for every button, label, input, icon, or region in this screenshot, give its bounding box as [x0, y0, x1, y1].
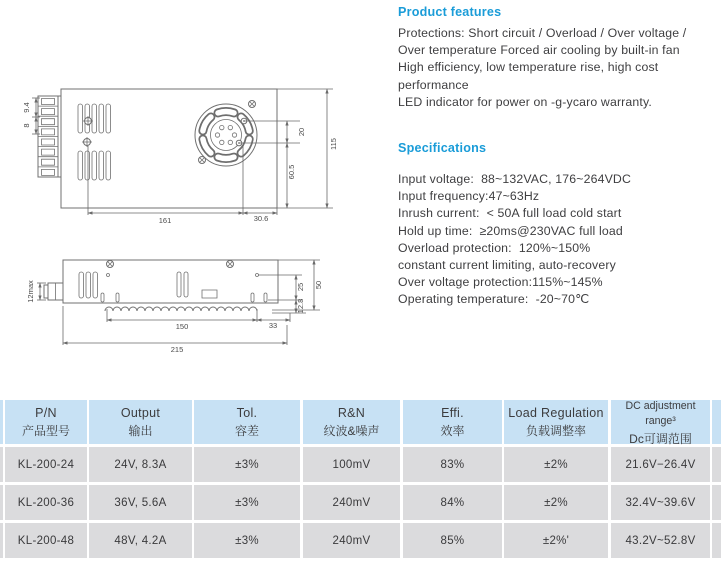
feature-line: Protections: Short circuit / Overload / Over voltage / [398, 26, 687, 40]
table-cell: 43.2V~52.8V [611, 523, 710, 558]
table-cell: 32.4V~39.6V [611, 485, 710, 520]
spec-line: Operating temperature: -20~70℃ [398, 292, 590, 307]
feature-line: High efficiency, low temperature rise, high cost [398, 60, 659, 75]
table-edge-cell [0, 400, 3, 444]
dim-label: 215 [170, 345, 184, 354]
header-en: DC adjustment range³ [625, 399, 696, 427]
table-cell: 240mV [303, 523, 400, 558]
table-header-output [89, 400, 192, 444]
spec-line: constant current limiting, auto-recovery [398, 258, 616, 273]
table-cell: KL-200-48 [5, 523, 87, 558]
table-cell: ±2%' [504, 523, 608, 558]
table-row [0, 447, 721, 482]
header-zh: 负载调整率 [525, 424, 586, 438]
header-en: R&N [337, 406, 366, 420]
dim-label: 12.8 [296, 298, 305, 314]
table-cell: ±2% [504, 485, 608, 520]
table-cell: ±2% [504, 447, 608, 482]
model-spec-table [0, 400, 721, 558]
table-cell: ±3% [194, 447, 300, 482]
table-edge-cell [712, 485, 721, 520]
table-cell: 100mV [303, 447, 400, 482]
specifications-heading: Specifications [398, 141, 487, 155]
header-zh: Dc可调范围 [629, 431, 692, 446]
spec-line: Input frequency:47~63Hz [398, 189, 540, 204]
spec-line: Input voltage: 88~132VAC, 176~264VDC [398, 172, 631, 186]
spec-line: Inrush current: < 50A full load cold start [398, 206, 622, 221]
dim-label: 9.4 [22, 102, 31, 113]
dim-label: 20 [297, 127, 306, 137]
heatsink-fins [105, 307, 257, 311]
table-cell: KL-200-24 [5, 447, 87, 482]
table-header-pn [5, 400, 87, 444]
table-edge-cell [0, 523, 3, 558]
table-cell: 36V, 5.6A [89, 485, 192, 520]
dim-label: 25 [296, 282, 305, 292]
spec-line: Overload protection: 120%~150% [398, 240, 591, 255]
table-header-tolerance [194, 400, 300, 444]
header-zh: 纹波&噪声 [323, 424, 380, 438]
side-view-drawing [20, 250, 350, 360]
dim-label: 30.6 [253, 214, 269, 223]
output-connector [44, 283, 63, 300]
dim-label: 150 [175, 322, 189, 331]
dim-label: 60.5 [287, 164, 296, 180]
table-row [0, 485, 721, 520]
dim-label: 33 [268, 321, 278, 330]
header-zh: 效率 [440, 424, 465, 438]
table-cell: 83% [403, 447, 502, 482]
table-cell: KL-200-36 [5, 485, 87, 520]
table-edge-cell [712, 523, 721, 558]
dim-label: 50 [314, 280, 323, 290]
feature-line: performance [398, 77, 469, 92]
dim-label: 115 [329, 138, 338, 150]
table-cell: ±3% [194, 523, 300, 558]
dim-label: 8 [22, 123, 31, 128]
table-edge-cell [0, 447, 3, 482]
table-cell: 85% [403, 523, 502, 558]
header-en: Load Regulation [508, 406, 604, 420]
header-zh: 输出 [128, 424, 153, 438]
spec-line: Hold up time: ≥20ms@230VAC full load [398, 223, 623, 238]
spec-line: Over voltage protection:115%~145% [398, 275, 603, 290]
table-header-efficiency [403, 400, 502, 444]
header-en: Effi. [441, 406, 464, 420]
table-edge-cell [0, 485, 3, 520]
specifications-section [398, 140, 720, 309]
header-en: Tol. [236, 406, 258, 420]
table-header-load-regulation [504, 400, 608, 444]
feature-line: Over temperature Forced air cooling by built-in fan [398, 43, 680, 58]
terminal-block [38, 96, 61, 177]
dim-label: 161 [158, 216, 172, 225]
table-cell: 240mV [303, 485, 400, 520]
header-zh: 产品型号 [21, 424, 70, 438]
table-cell: 21.6V−26.4V [611, 447, 710, 482]
table-row [0, 523, 721, 558]
table-cell: 48V, 4.2A [89, 523, 192, 558]
product-features-section [398, 4, 720, 111]
table-edge-cell [712, 400, 721, 444]
table-cell: 24V, 8.3A [89, 447, 192, 482]
table-header-ripple-noise [303, 400, 400, 444]
header-en: Output [120, 406, 161, 420]
table-header-row [0, 400, 721, 444]
table-cell: ±3% [194, 485, 300, 520]
table-edge-cell [712, 447, 721, 482]
top-view-drawing [20, 80, 360, 235]
feature-line: LED indicator for power on -g-ycaro warranty. [398, 94, 652, 109]
table-header-dc-range [611, 400, 710, 444]
features-heading: Product features [398, 5, 502, 19]
header-zh: 容差 [234, 424, 259, 438]
table-cell: 84% [403, 485, 502, 520]
case-outline [63, 260, 278, 303]
header-en: P/N [35, 406, 57, 420]
dim-label: 12max [26, 280, 35, 303]
